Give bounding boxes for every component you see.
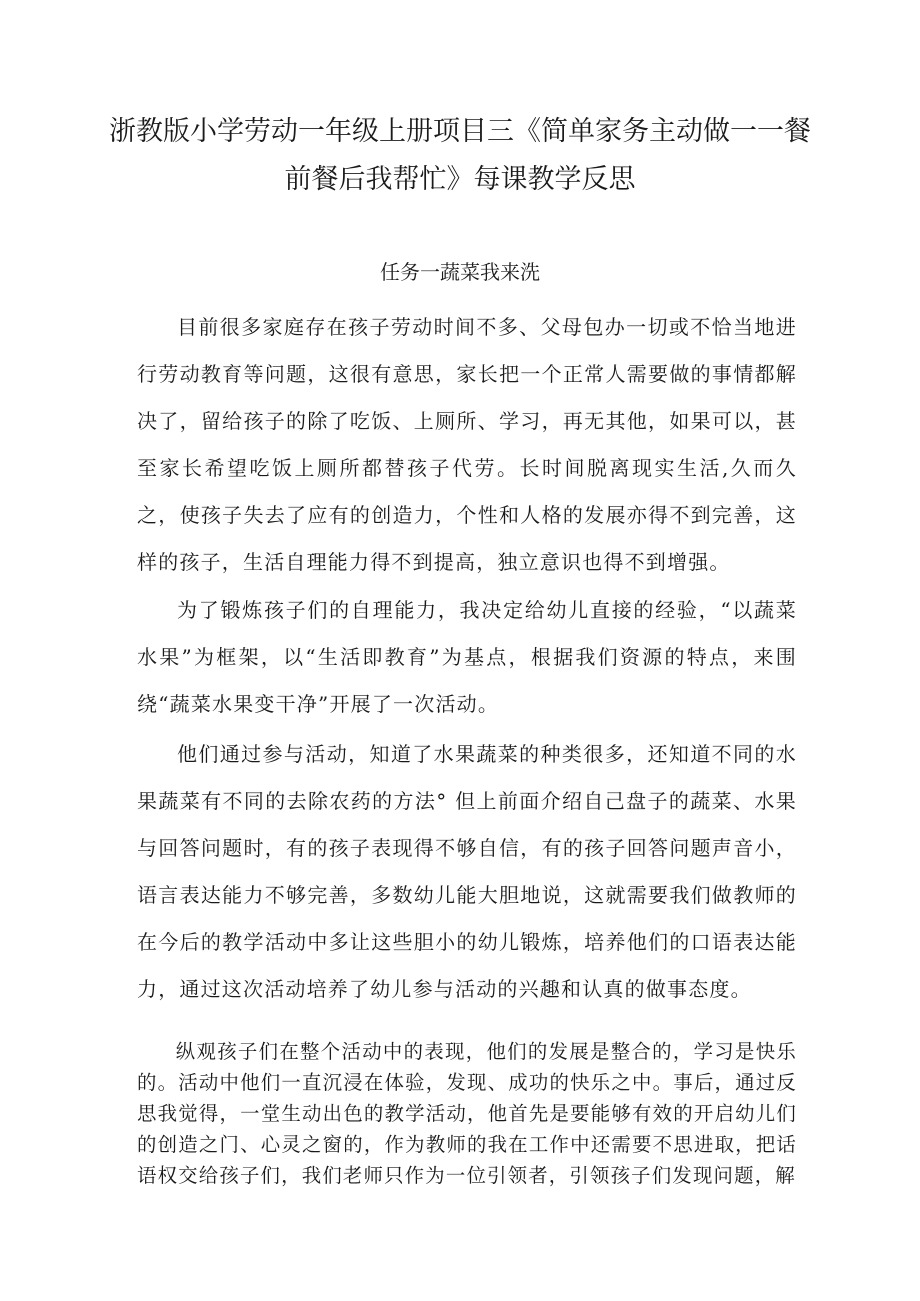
section-heading: 任务一蔬菜我来洗: [380, 260, 540, 284]
document-title-line-2: 前餐后我帮忙》每课教学反思: [284, 164, 636, 195]
paragraph-4: 纵观孩子们在整个活动中的表现，他们的发展是整合的，学习是快乐的。活动中他们一直沉浸在体验，发现、成功的快乐之中。事后，通过反思我觉得，一堂生动出色的教学活动，他首先是要能够有效的开启幼儿们的创造之门、心灵之窗的，作为教师的我在工作中还需要不思进取，把话语权交给孩子们，我们老师只作为一位引领者，引领孩子们发现问题，解: [137, 1040, 797, 1187]
document-title-line-1: 浙教版小学劳动一年级上册项目三《简单家务主动做一一餐: [109, 116, 811, 147]
paragraph-3: 他们通过参与活动，知道了水果蔬菜的种类很多，还知道不同的水果蔬菜有不同的去除农药的方法° 但上前面介绍自己盘子的蔬菜、水果与回答问题时，有的孩子表现得不够自信，有的孩子回答问题声音小，语言表达能力不够完善，多数幼儿能大胆地说，这就需要我们做教师的在今后的教学活动中多让这些胆小的幼儿锻炼，培养他们的口语表达能力，通过这次活动培养了幼儿参与活动的兴趣和认真的做事态度。: [137, 742, 797, 1001]
paragraph-1: 目前很多家庭存在孩子劳动时间不多、父母包办一切或不恰当地进行劳动教育等问题，这很有意思，家长把一个正常人需要做的事情都解决了，留给孩子的除了吃饭、上厕所、学习，再无其他，如果可以，甚至家长希望吃饭上厕所都替孩子代劳。长时间脱离现实生活,久而久之，使孩子失去了应有的创造力，个性和人格的发展亦得不到完善，这样的孩子，生活自理能力得不到提高，独立意识也得不到增强。: [137, 315, 797, 574]
paragraph-2: 为了锻炼孩子们的自理能力，我决定给幼儿直接的经验，“以蔬菜水果”为框架，以“生活即教育”为基点，根据我们资源的特点，来围绕“蔬菜水果变干净”开展了一次活动。: [137, 598, 797, 716]
